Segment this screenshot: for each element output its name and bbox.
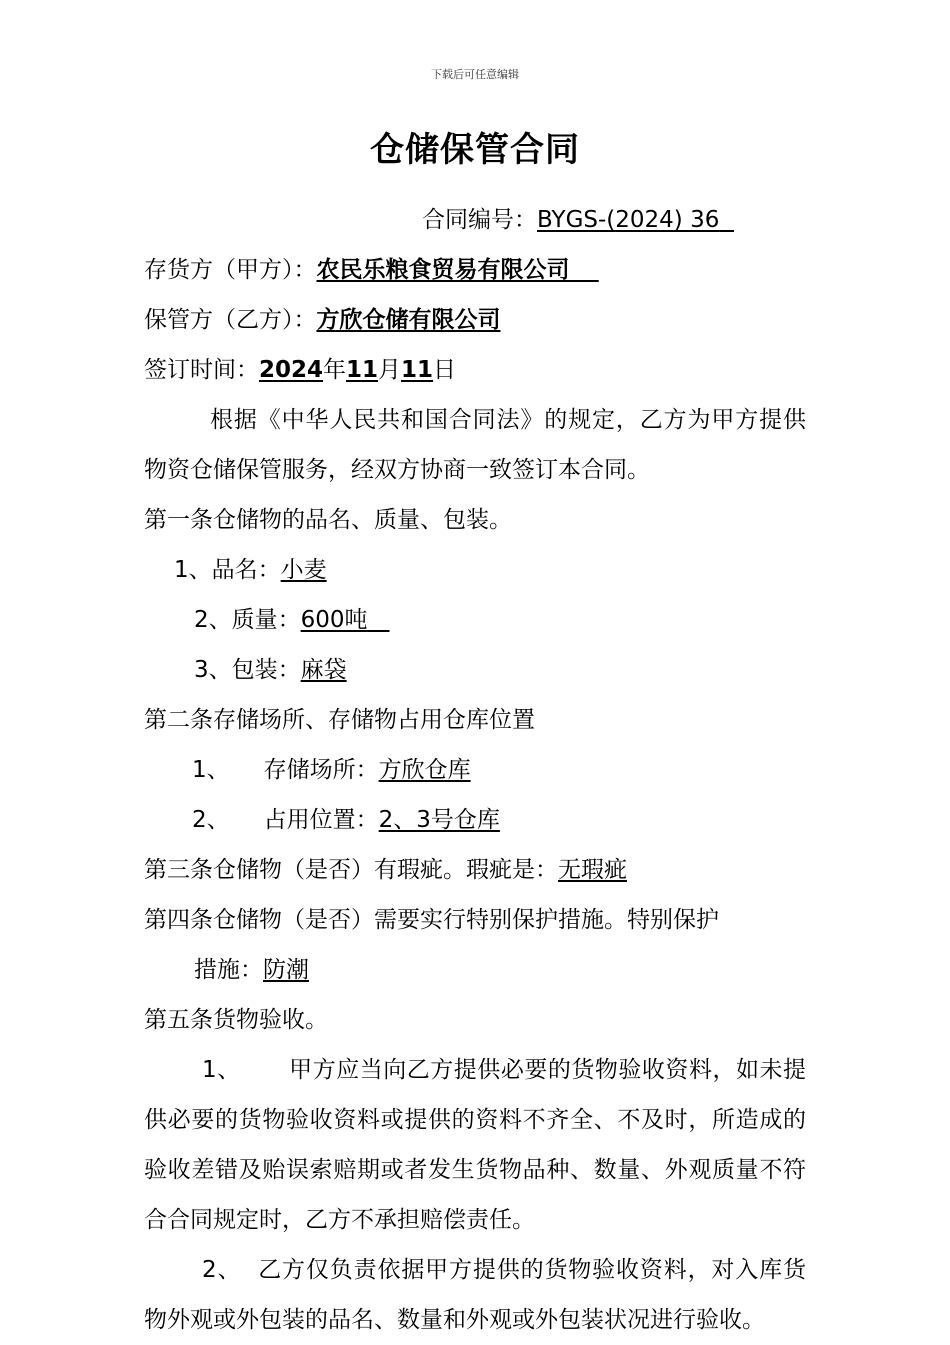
location-number: 1、	[192, 757, 230, 783]
article-2-item-location	[192, 755, 471, 785]
item-name-value: 小麦	[280, 557, 327, 583]
article-1-item-name	[174, 555, 327, 585]
party-a-line	[144, 255, 599, 285]
contract-number-blank	[719, 207, 734, 233]
sign-date-day-unit: 日	[433, 357, 457, 383]
article-5-heading: 第五条货物验收。	[144, 1007, 328, 1033]
item-quantity-blank	[368, 607, 390, 633]
party-a-value: 农民乐粮食贸易有限公司	[316, 257, 570, 283]
article-5-paragraph-1	[144, 1045, 806, 1245]
sign-date-month-unit: 月	[378, 357, 402, 383]
article-3-line	[144, 855, 627, 885]
contract-number-label: 合同编号：	[422, 207, 537, 233]
sign-date-label: 签订时间：	[144, 357, 259, 383]
location-value: 方欣仓库	[378, 757, 471, 783]
article-4-measure-value: 防潮	[263, 957, 309, 983]
position-label: 占用位置：	[263, 807, 379, 833]
position-number: 2、	[192, 807, 230, 833]
article-5-paragraph-2	[144, 1245, 806, 1345]
article-1-item-packaging	[194, 655, 347, 685]
article-2-item-position	[192, 805, 500, 835]
article-5-p2-text: 乙方仅负责依据甲方提供的货物验收资料，对入库货物外观或外包装的品名、数量和外观或外包装状况进行验收。	[144, 1257, 806, 1333]
article-5-p2-number: 2、	[202, 1257, 242, 1283]
article-4-line: 第四条仓储物（是否）需要实行特别保护措施。特别保护	[144, 907, 719, 933]
article-3-text: 第三条仓储物（是否）有瑕疵。瑕疵是：	[144, 857, 558, 883]
item-quantity-value: 600吨	[300, 607, 368, 633]
position-value: 2、3号仓库	[378, 807, 500, 833]
contract-number-line	[422, 205, 734, 235]
location-label: 存储场所：	[263, 757, 379, 783]
article-5-p1-text: 甲方应当向乙方提供必要的货物验收资料，如未提供必要的货物验收资料或提供的资料不齐全、不及时，所造成的验收差错及贻误索赔期或者发生货物品种、数量、外观质量不符合合同规定时，乙方不承担赔偿责任。	[144, 1057, 807, 1233]
party-b-value: 方欣仓储有限公司	[316, 307, 501, 333]
party-b-label: 保管方（乙方）：	[144, 307, 317, 333]
article-3-value: 无瑕疵	[558, 857, 627, 883]
item-packaging-label: 3、包装：	[194, 657, 301, 683]
sign-date-month: 11	[346, 357, 379, 383]
sign-date-year: 2024	[259, 357, 324, 383]
document-title: 仓储保管合同	[370, 130, 580, 170]
sign-date-line	[144, 355, 456, 385]
contract-number-value: BYGS-(2024) 36	[537, 207, 720, 233]
article-2-heading: 第二条存储场所、存储物占用仓库位置	[144, 707, 535, 733]
article-4-measure-line	[194, 955, 309, 985]
party-b-line	[144, 305, 501, 335]
item-quantity-label: 2、质量：	[194, 607, 301, 633]
party-a-blank	[570, 257, 599, 283]
article-1-item-quantity	[194, 605, 389, 635]
sign-date-year-unit: 年	[323, 357, 347, 383]
party-a-label: 存货方（甲方）：	[144, 257, 317, 283]
article-1-heading: 第一条仓储物的品名、质量、包装。	[144, 507, 512, 533]
header-note: 下载后可任意编辑	[431, 68, 519, 81]
item-name-label: 1、品名：	[174, 557, 281, 583]
sign-date-day: 11	[401, 357, 434, 383]
intro-paragraph: 根据《中华人民共和国合同法》的规定，乙方为甲方提供物资仓储保管服务，经双方协商一致签订本合同。	[144, 407, 806, 483]
article-4-measure-label: 措施：	[194, 957, 263, 983]
article-5-p1-number: 1、	[202, 1057, 241, 1083]
item-packaging-value: 麻袋	[300, 657, 347, 683]
